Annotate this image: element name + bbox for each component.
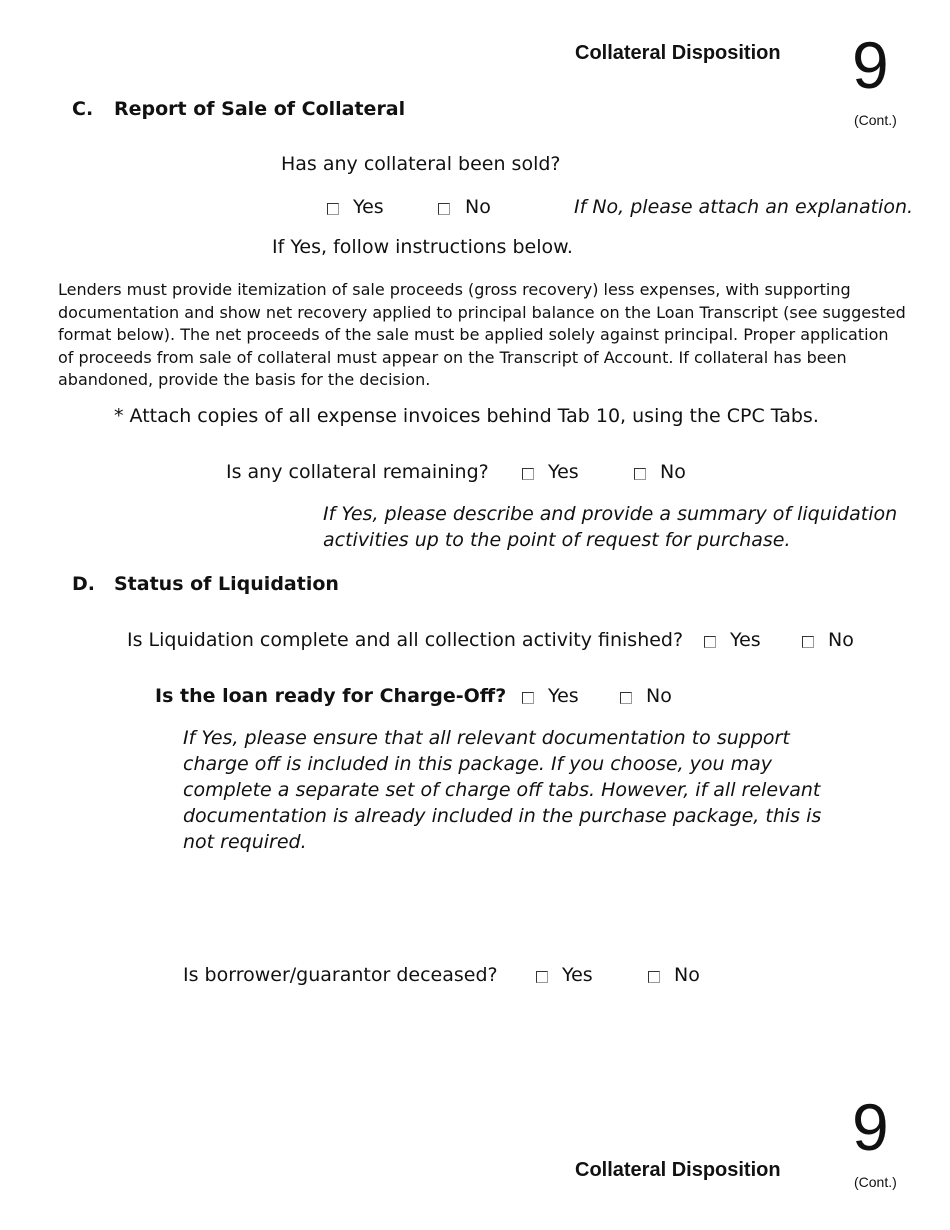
deceased-yes-checkbox[interactable]	[536, 971, 548, 983]
if-no-note: If No, please attach an explanation.	[574, 196, 914, 218]
if-yes-note: If Yes, follow instructions below.	[272, 236, 573, 258]
question-charge-off: Is the loan ready for Charge-Off?	[155, 685, 507, 707]
sold-no-checkbox[interactable]	[438, 203, 450, 215]
chargeoff-no-label: No	[646, 685, 672, 707]
section-d-title: Status of Liquidation	[114, 573, 339, 595]
remaining-yes-checkbox[interactable]	[522, 468, 534, 480]
question-liquidation-complete: Is Liquidation complete and all collection activity finished?	[127, 629, 684, 651]
chargeoff-yes-checkbox[interactable]	[522, 692, 534, 704]
complete-no-checkbox[interactable]	[802, 636, 814, 648]
section-c-letter: C.	[72, 98, 94, 120]
sold-no-label: No	[465, 196, 491, 218]
deceased-no-checkbox[interactable]	[648, 971, 660, 983]
sold-yes-checkbox[interactable]	[327, 203, 339, 215]
question-collateral-remaining: Is any collateral remaining?	[226, 461, 489, 483]
footer-title: Collateral Disposition	[575, 1159, 781, 1181]
remaining-no-label: No	[660, 461, 686, 483]
section-c-title: Report of Sale of Collateral	[114, 98, 406, 120]
section-d-letter: D.	[72, 573, 95, 595]
remaining-yes-label: Yes	[548, 461, 579, 483]
complete-yes-checkbox[interactable]	[704, 636, 716, 648]
footer-tab-number: 9	[852, 1090, 889, 1164]
chargeoff-no-checkbox[interactable]	[620, 692, 632, 704]
question-collateral-sold: Has any collateral been sold?	[281, 153, 561, 175]
deceased-no-label: No	[674, 964, 700, 986]
charge-off-note: If Yes, please ensure that all relevant documentation to support charge off is included in this package. If you choose, you may complete a separate set of charge off tabs. However, if all relevant documentation is already included in the purchase package, this is not required.	[183, 727, 822, 853]
deceased-yes-label: Yes	[562, 964, 593, 986]
footer-cont-label: (Cont.)	[854, 1174, 897, 1190]
instructions-paragraph: Lenders must provide itemization of sale proceeds (gross recovery) less expenses, with supporting documentation and show net recovery applied to principal balance on the Loan Transcript (see suggested format below). The net proceeds of the sale must be applied solely against principal. Proper application of proceeds from sale of collateral must appear on the Transcript of Account. If collateral has been abandoned, provide the basis for the decision.	[58, 280, 906, 389]
header-title: Collateral Disposition	[575, 42, 781, 64]
cont-label: (Cont.)	[854, 112, 897, 128]
complete-no-label: No	[828, 629, 854, 651]
remaining-no-checkbox[interactable]	[634, 468, 646, 480]
remaining-note-line2: activities up to the point of request for purchase.	[323, 529, 791, 551]
question-deceased: Is borrower/guarantor deceased?	[183, 964, 498, 986]
complete-yes-label: Yes	[730, 629, 761, 651]
chargeoff-yes-label: Yes	[548, 685, 579, 707]
remaining-note-line1: If Yes, please describe and provide a summary of liquidation	[323, 503, 898, 525]
attach-invoices-note: * Attach copies of all expense invoices behind Tab 10, using the CPC Tabs.	[114, 405, 819, 427]
tab-number: 9	[852, 28, 889, 102]
sold-yes-label: Yes	[353, 196, 384, 218]
